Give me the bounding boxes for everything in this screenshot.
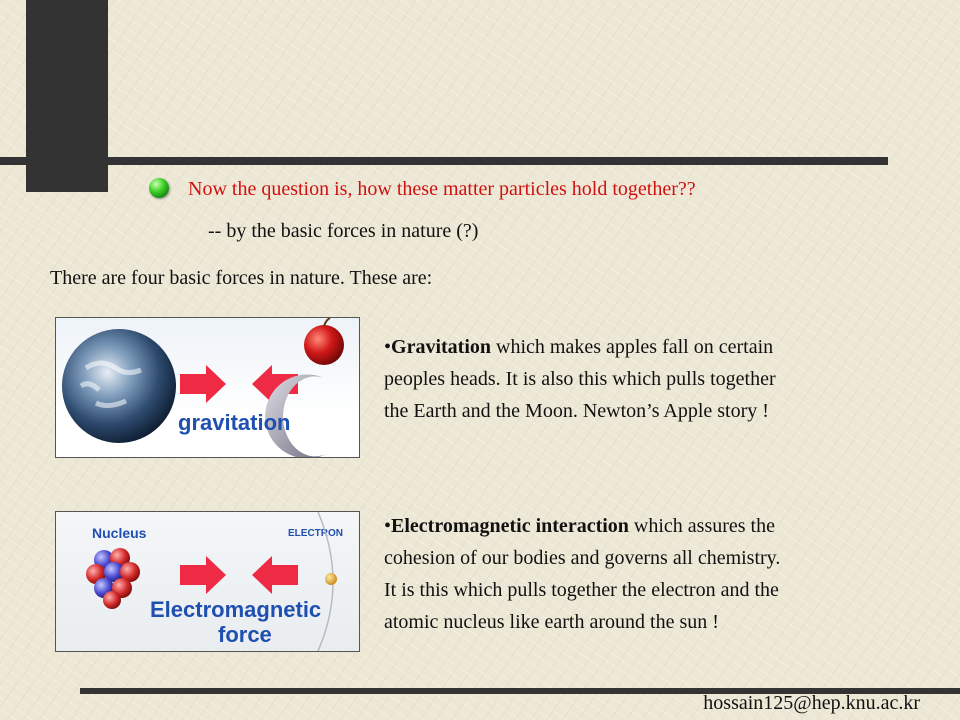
em-line-2: cohesion of our bodies and governs all chemistry. xyxy=(384,547,781,569)
arrow-right-icon xyxy=(180,556,226,594)
gravitation-line-1: •Gravitation which makes apples fall on certain xyxy=(384,336,774,358)
gravitation-text-1: which makes apples fall on certain xyxy=(491,336,774,358)
em-line-4: atomic nucleus like earth around the sun ! xyxy=(384,611,719,633)
intro-text: There are four basic forces in nature. These are: xyxy=(50,267,433,289)
arrow-right-icon xyxy=(180,365,226,403)
electromagnetic-description xyxy=(384,510,944,638)
nucleus-icon xyxy=(86,548,140,609)
gravitation-illustration xyxy=(56,318,359,457)
gravitation-image-label: gravitation xyxy=(178,410,291,435)
gravitation-term: Gravitation xyxy=(391,336,492,358)
earth-icon xyxy=(62,329,176,443)
question-text: Now the question is, how these matter particles hold together?? xyxy=(188,178,696,200)
electromagnetic-illustration xyxy=(56,512,359,651)
electron-icon xyxy=(325,573,337,585)
em-line-1: •Electromagnetic interaction which assures the xyxy=(384,515,775,537)
gravitation-line-2: peoples heads. It is also this which pulls together xyxy=(384,368,776,390)
em-text-1: which assures the xyxy=(628,515,775,537)
nucleus-label: Nucleus xyxy=(92,525,147,541)
electromagnetic-term: Electromagnetic interaction xyxy=(391,515,629,537)
green-bullet-icon xyxy=(149,178,169,198)
gravitation-description xyxy=(384,331,944,427)
gravitation-line-3: the Earth and the Moon. Newton’s Apple story ! xyxy=(384,400,769,422)
apple-icon xyxy=(304,325,344,365)
gravitation-figure xyxy=(55,317,360,458)
top-divider xyxy=(0,157,888,165)
em-force-label-line2: force xyxy=(218,622,272,647)
em-line-3: It is this which pulls together the electron and the xyxy=(384,579,779,601)
arrow-left-icon xyxy=(252,556,298,594)
answer-text: -- by the basic forces in nature (?) xyxy=(208,220,479,242)
em-force-label-line1: Electromagnetic xyxy=(150,597,322,622)
electron-label: ELECTRON xyxy=(288,528,343,539)
footer-email: hossain125@hep.knu.ac.kr xyxy=(703,692,920,714)
electromagnetic-figure xyxy=(55,511,360,652)
